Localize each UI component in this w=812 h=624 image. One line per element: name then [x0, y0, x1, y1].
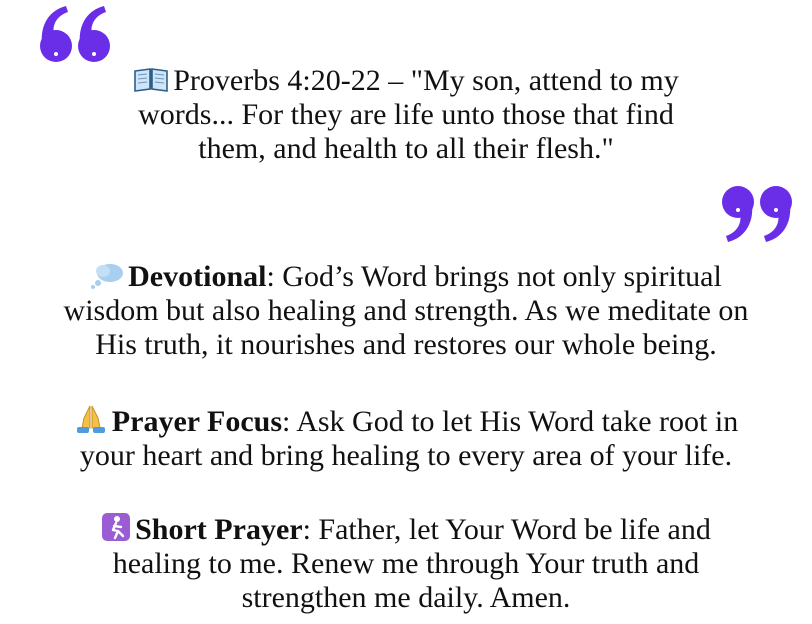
verse-line: Proverbs 4:20-22 – "My son, attend to my — [0, 64, 812, 98]
open-book-icon — [133, 65, 169, 93]
verse-line: words... For they are life unto those that find — [138, 98, 674, 131]
short-prayer-label: Short Prayer — [135, 513, 303, 546]
devotional-label: Devotional — [128, 260, 267, 293]
devotional-line: Devotional: God’s Word brings not only spiritual — [0, 260, 812, 294]
prayer-focus-line: your heart and bring healing to every area of your life. — [79, 439, 733, 472]
verse-line: them, and health to all their flesh." — [198, 132, 614, 165]
verse-block — [0, 64, 812, 166]
open-quote-icon — [36, 4, 116, 68]
prayer-focus-block — [0, 404, 812, 473]
person-kneeling-icon — [101, 512, 131, 542]
devotional-line: His truth, it nourishes and restores our whole being. — [95, 328, 717, 361]
close-quote-icon — [716, 180, 796, 244]
short-prayer-block — [0, 512, 812, 615]
prayer-focus-label: Prayer Focus — [111, 405, 283, 438]
thought-bubble-icon — [90, 263, 124, 289]
short-prayer-line: Short Prayer: Father, let Your Word be life and — [0, 512, 812, 547]
short-prayer-line: strengthen me daily. Amen. — [241, 581, 571, 614]
devotional-line: wisdom but also healing and strength. As we meditate on — [63, 294, 749, 327]
short-prayer-line: healing to me. Renew me through Your truth and — [112, 547, 700, 580]
prayer-focus-line: Prayer Focus: Ask God to let His Word take root in — [0, 404, 812, 439]
devotional-block — [0, 260, 812, 362]
praying-hands-icon — [74, 404, 108, 434]
